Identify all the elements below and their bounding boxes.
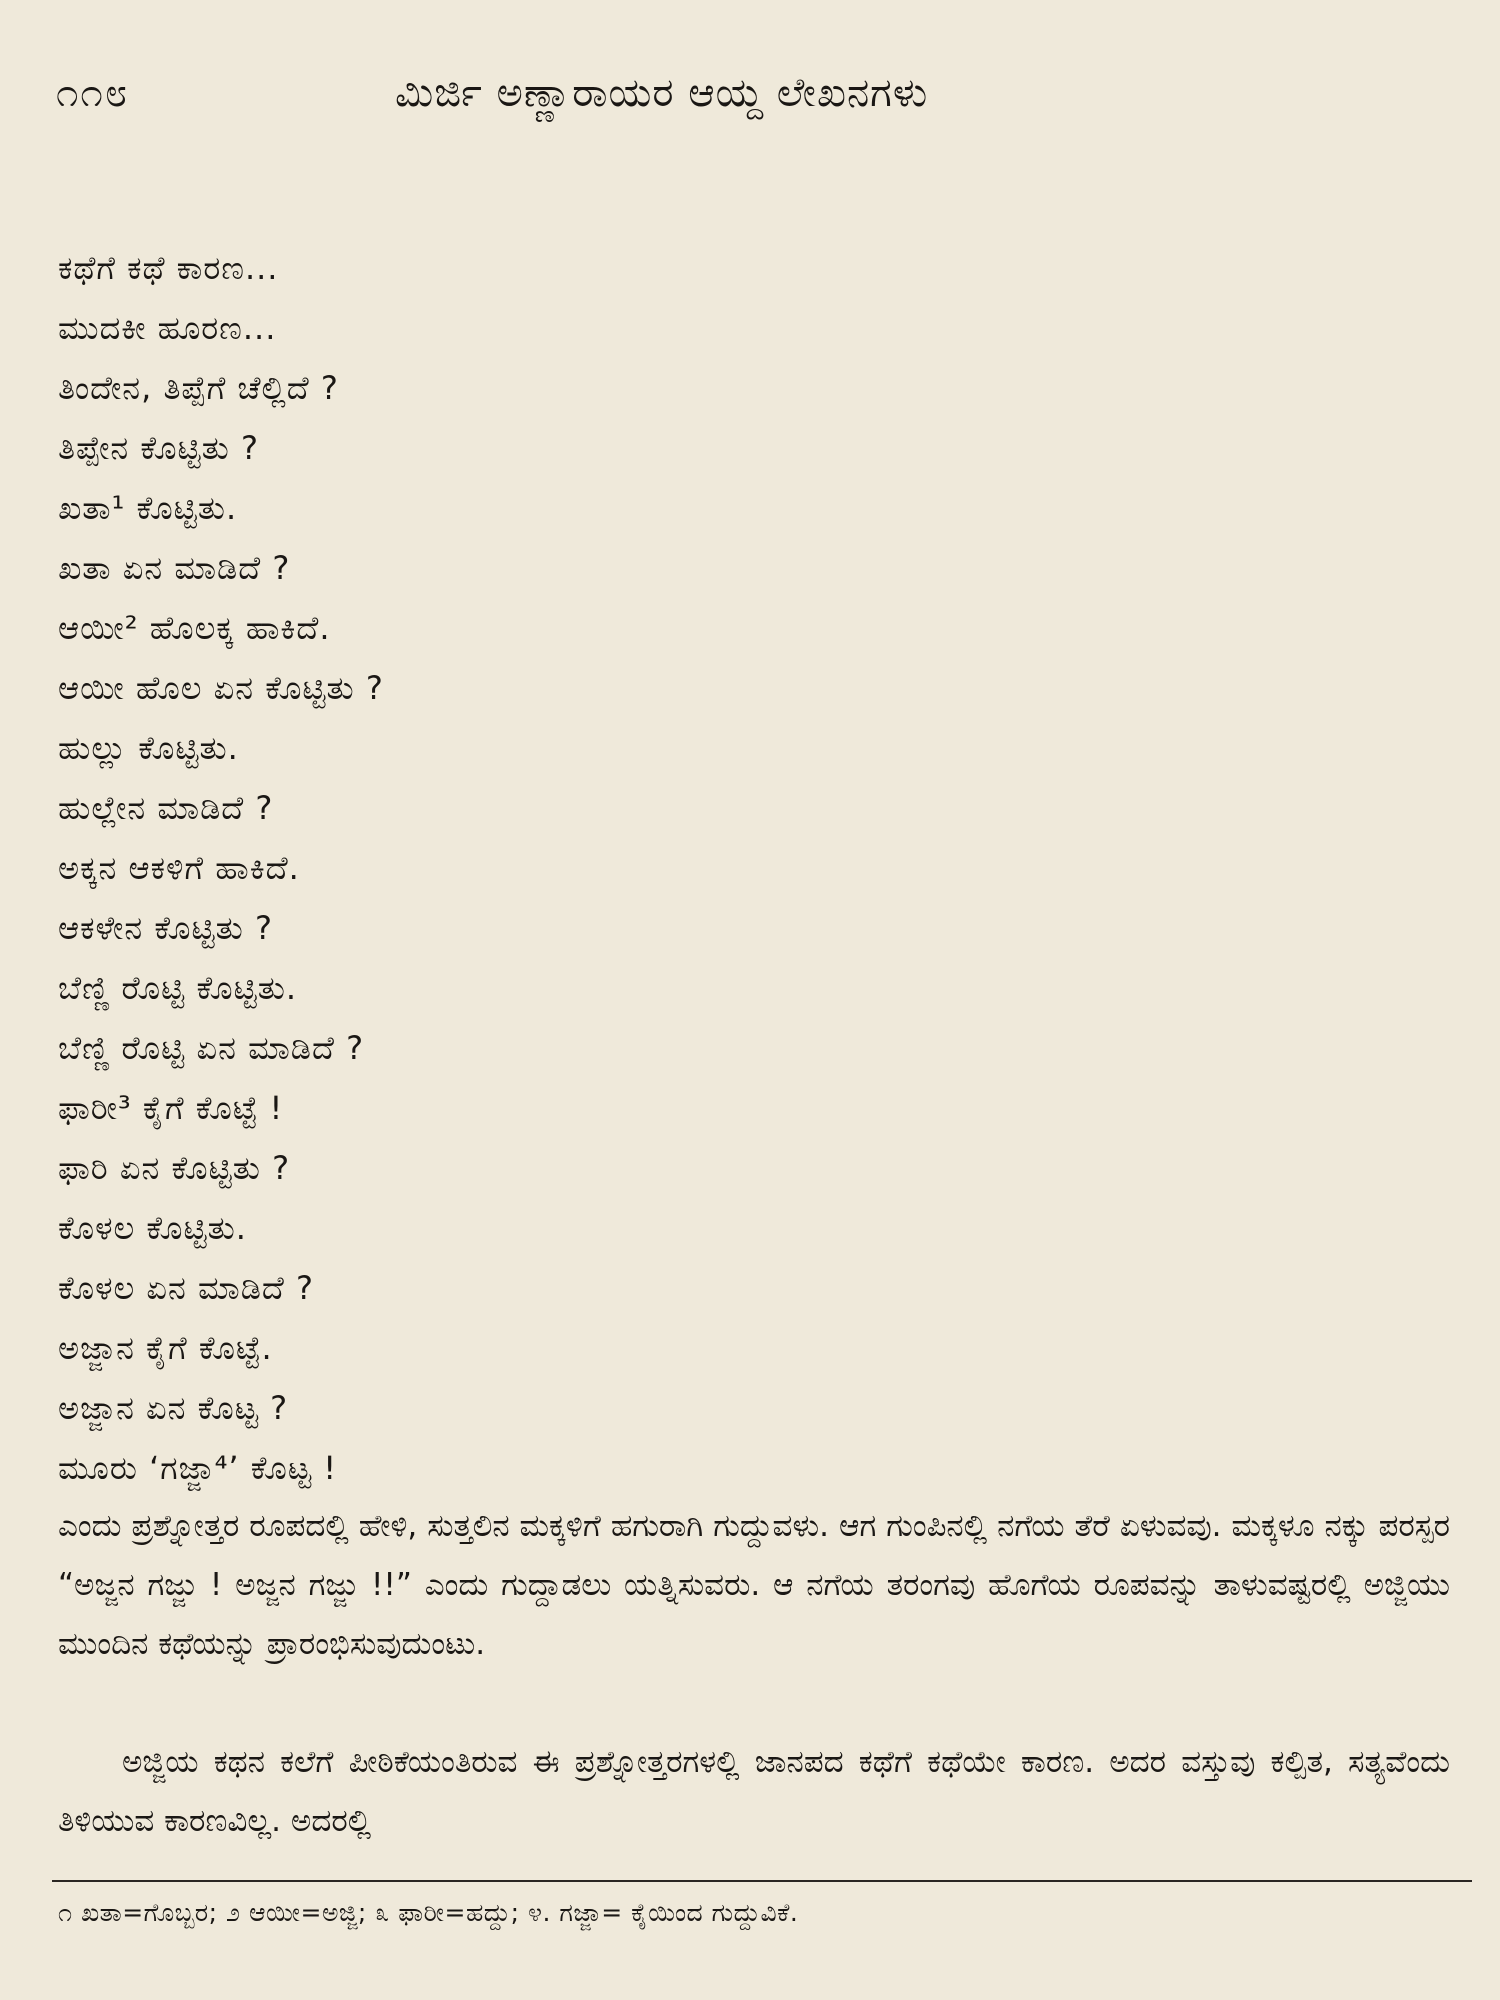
verse-line: ತಿಪ್ಪೇನ ಕೊಟ್ಟಿತು ? [58, 429, 259, 467]
verse-line: ಫಾರಿ ಏನ ಕೊಟ್ಟಿತು ? [58, 1149, 291, 1187]
body-paragraph: ಅಜ್ಜಿಯ ಕಥನ ಕಲೆಗೆ ಪೀಠಿಕೆಯಂತಿರುವ ಈ ಪ್ರಶ್ನೋತ್ತರಗಳಲ್ಲಿ ಜಾನಪದ ಕಥೆಗೆ ಕಥೆಯೇ ಕಾರಣ. ಅದರ ವಸ್ತುವು ಕಲ್ಪಿತ, ಸತ್ಯವೆಂದು ತಿಳಿಯುವ ಕಾರಣವಿಲ್ಲ. ಅದರಲ್ಲಿ [58, 1744, 1450, 1839]
verse-line: ಫಾರೀ³ ಕೈಗೆ ಕೊಟ್ಟೆ ! [58, 1089, 284, 1127]
verse-line: ತಿಂದೇನ, ತಿಪ್ಪೆಗೆ ಚೆಲ್ಲಿದೆ ? [58, 369, 339, 407]
verse-block [58, 238, 384, 1498]
verse-line: ಅಜ್ಜಾನ ಏನ ಕೊಟ್ಟ ? [58, 1389, 289, 1427]
verse-line: ಖತಾ ಏನ ಮಾಡಿದೆ ? [58, 549, 291, 587]
body-paragraph: ಎಂದು ಪ್ರಶ್ನೋತ್ತರ ರೂಪದಲ್ಲಿ ಹೇಳಿ, ಸುತ್ತಲಿನ ಮಕ್ಕಳಿಗೆ ಹಗುರಾಗಿ ಗುದ್ದುವಳು. ಆಗ ಗುಂಪಿನಲ್ಲಿ ನಗೆಯ ತೆರೆ ಏಳುವವು. ಮಕ್ಕಳೂ ನಕ್ಕು ಪರಸ್ಪರ “ಅಜ್ಜನ ಗಜ್ಜು ! ಅಜ್ಜನ ಗಜ್ಜು !!” ಎಂದು ಗುದ್ದಾಡಲು ಯತ್ನಿಸುವರು. ಆ ನಗೆಯ ತರಂಗವು ಹೊಗೆಯ ರೂಪವನ್ನು ತಾಳುವಷ್ಟರಲ್ಲಿ ಅಜ್ಜಿಯು ಮುಂದಿನ ಕಥೆಯನ್ನು ಪ್ರಾರಂಭಿಸುವುದುಂಟು. [58, 1508, 1450, 1662]
verse-line: ಮೂರು ‘ಗಜ್ಜಾ⁴’ ಕೊಟ್ಟ ! [58, 1449, 338, 1487]
verse-line: ಖತಾ¹ ಕೊಟ್ಟಿತು. [58, 489, 238, 527]
verse-line: ಮುದಕೀ ಹೂರಣ... [58, 309, 277, 347]
verse-line: ಹುಲ್ಲೇನ ಮಾಡಿದೆ ? [58, 789, 274, 827]
footnote-divider [52, 1880, 1472, 1882]
verse-line: ಅಜ್ಜಾನ ಕೈಗೆ ಕೊಟ್ಟೆ. [58, 1329, 273, 1367]
footnote: ೧ ಖತಾ=ಗೊಬ್ಬರ; ೨ ಆಯೀ=ಅಜ್ಜಿ; ೩ ಫಾರೀ=ಹದ್ದು; ೪. ಗಜ್ಜಾ= ಕೈಯಿಂದ ಗುದ್ದುವಿಕೆ. [58, 1898, 799, 1927]
verse-line: ಬೆಣ್ಣಿ ರೊಟ್ಟಿ ಏನ ಮಾಡಿದೆ ? [58, 1029, 365, 1067]
verse-line: ಕೊಳಲ ಏನ ಮಾಡಿದೆ ? [58, 1269, 314, 1307]
verse-line: ಆಯೀ ಹೊಲ ಏನ ಕೊಟ್ಟಿತು ? [58, 669, 384, 707]
running-title: ಮಿರ್ಜಿ ಅಣ್ಣಾರಾಯರ ಆಯ್ದ ಲೇಖನಗಳು [395, 70, 929, 116]
verse-line: ಕೊಳಲ ಕೊಟ್ಟಿತು. [58, 1209, 247, 1247]
page-number: ೧೧೮ [56, 70, 130, 116]
verse-line: ಆಯೀ² ಹೊಲಕ್ಕ ಹಾಕಿದೆ. [58, 609, 331, 647]
verse-line: ಬೆಣ್ಣಿ ರೊಟ್ಟಿ ಕೊಟ್ಟಿತು. [58, 969, 298, 1007]
verse-line: ಹುಲ್ಲು ಕೊಟ್ಟಿತು. [58, 729, 239, 767]
verse-line: ಆಕಳೇನ ಕೊಟ್ಟಿತು ? [58, 909, 273, 947]
verse-line: ಕಥೆಗೆ ಕಥೆ ಕಾರಣ... [58, 249, 279, 287]
verse-line: ಅಕ್ಕನ ಆಕಳಿಗೆ ಹಾಕಿದೆ. [58, 849, 300, 887]
